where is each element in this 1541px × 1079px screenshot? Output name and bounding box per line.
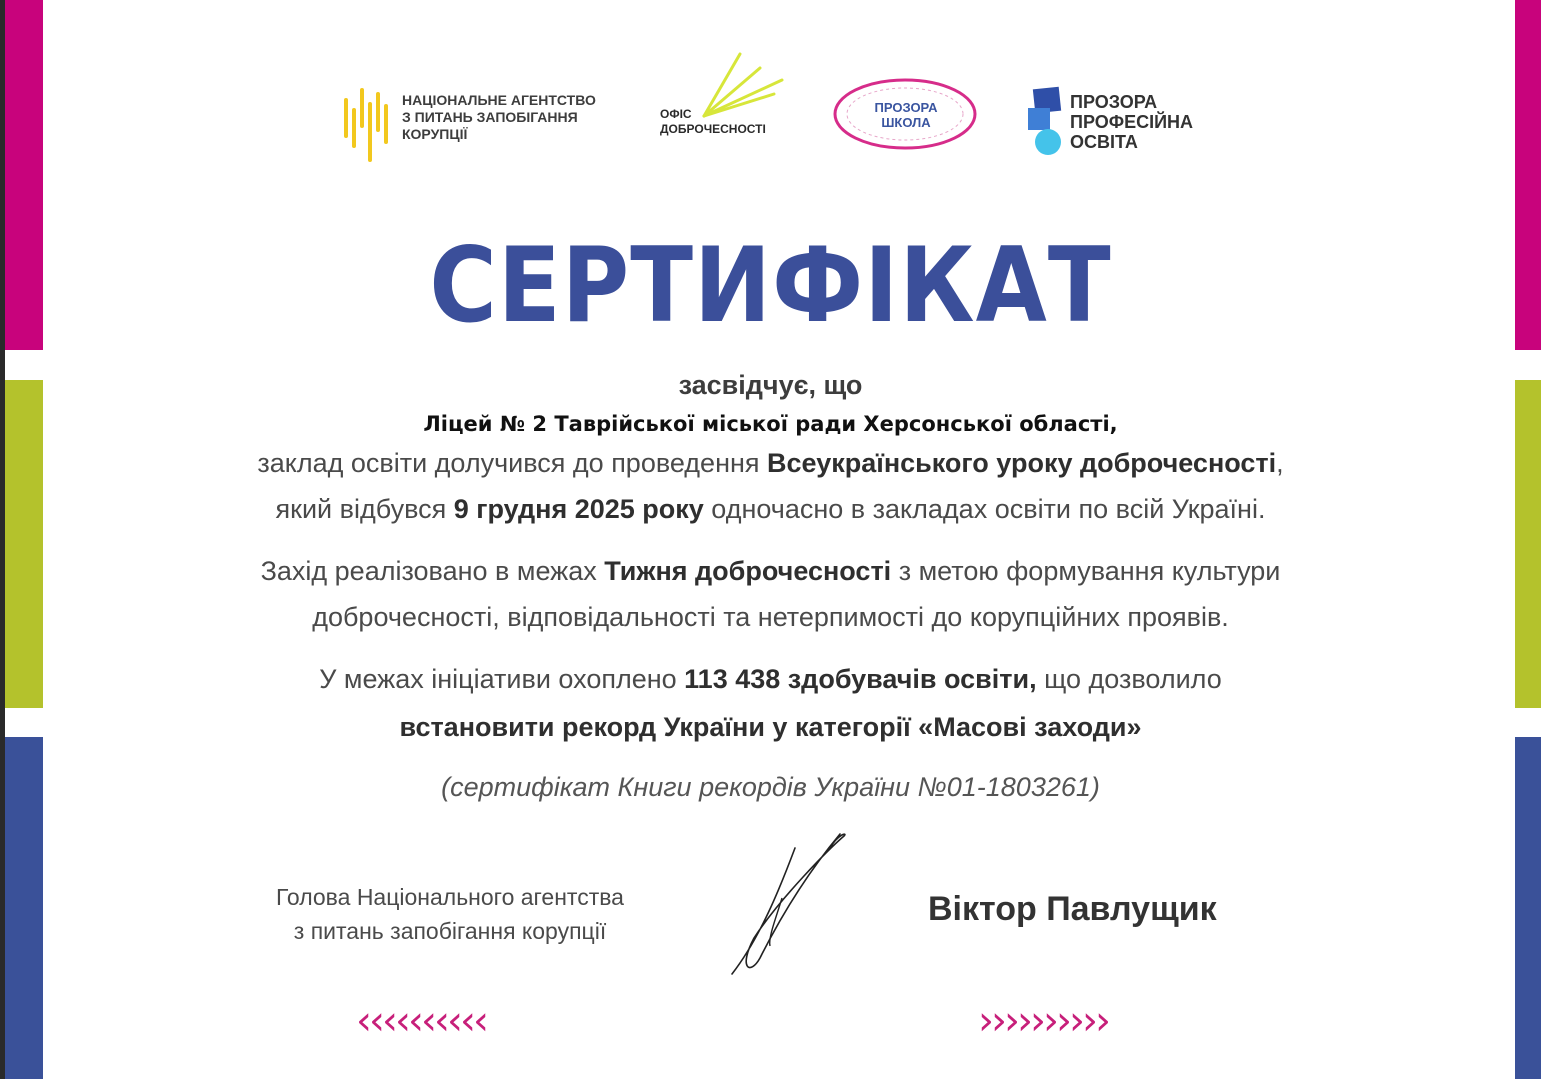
body-line-6: встановити рекорд України у категорії «Масові заходи» bbox=[399, 712, 1142, 742]
certificate-title: СЕРТИФІКАТ bbox=[429, 225, 1112, 346]
nazk-logo-icon bbox=[342, 86, 394, 162]
handwritten-signature bbox=[720, 828, 860, 978]
body-line-3: Захід реалізовано в межах Тижня доброчесності з метою формування культури bbox=[260, 556, 1281, 586]
chevrons-left-decor: ‹‹‹‹‹‹‹‹‹‹ bbox=[356, 998, 486, 1044]
record-certificate-note: (сертифікат Книги рекордів України №01-1803261) bbox=[441, 772, 1100, 802]
nazk-logo-text: НАЦІОНАЛЬНЕ АГЕНТСТВО З ПИТАНЬ ЗАПОБІГАННЯ КОРУПЦІЇ bbox=[402, 92, 596, 142]
body-line-5: У межах ініціативи охоплено 113 438 здобувачів освіти, що дозволило bbox=[319, 664, 1222, 694]
logos-row bbox=[0, 50, 1541, 170]
body-line-2: який відбувся 9 грудня 2025 року одночасно в закладах освіти по всій Україні. bbox=[275, 494, 1266, 524]
ppo-logo-text: ПРОЗОРА ПРОФЕСІЙНА ОСВІТА bbox=[1070, 92, 1194, 152]
signatory-name: Віктор Павлущик bbox=[928, 890, 1217, 928]
body-line-1: заклад освіти долучився до проведення Всеукраїнського уроку доброчесності, bbox=[257, 448, 1284, 478]
ofis-logo-text: ОФІС ДОБРОЧЕСНОСТІ bbox=[660, 107, 766, 136]
prozora-shkola-text: ПРОЗОРА ШКОЛА bbox=[874, 100, 938, 130]
school-name: Ліцей № 2 Таврійської міської ради Херсонської області, bbox=[423, 412, 1118, 436]
signatory-position: Голова Національного агентства з питань запобігання корупції bbox=[276, 884, 624, 944]
body-line-4: доброчесності, відповідальності та нетерпимості до корупційних проявів. bbox=[312, 602, 1229, 632]
ppo-shapes-icon bbox=[1026, 86, 1066, 158]
chevrons-right-decor: ›››››››››› bbox=[978, 998, 1108, 1044]
certifies-text: засвідчує, що bbox=[678, 370, 863, 400]
